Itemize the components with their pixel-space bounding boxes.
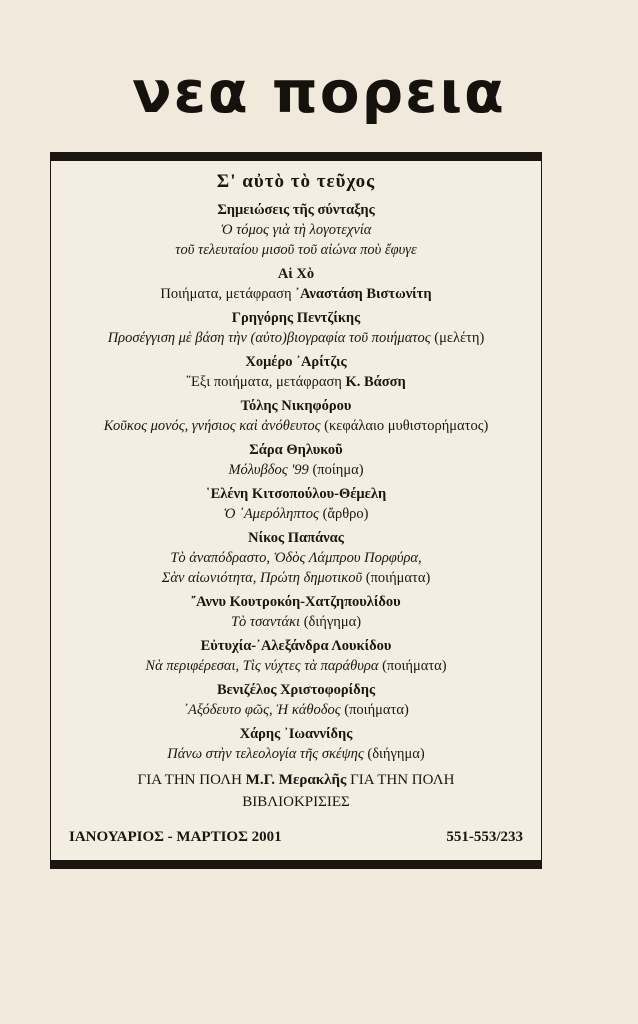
text-segment: ᾿Αναστάση Βιστωνίτη bbox=[295, 286, 432, 302]
text-segment: (διήγημα) bbox=[300, 614, 362, 630]
entry-work-line bbox=[51, 328, 541, 348]
entry-work-line bbox=[51, 504, 541, 524]
entry-author: Σάρα Θηλυκοῦ bbox=[249, 442, 343, 458]
text-segment: Μ.Γ. Μερακλῆς bbox=[245, 772, 347, 788]
entry-author: ῾Ελένη Κιτσοπούλου-Θέμελη bbox=[205, 486, 387, 502]
text-segment: Κοῦκος μονός, γνήσιος καὶ ἀνόθευτος bbox=[103, 418, 321, 434]
entry-author: Αἱ Χὸ bbox=[277, 266, 315, 282]
entry-work-line bbox=[51, 568, 541, 588]
text-segment: ΓΙΑ ΤΗΝ ΠΟΛΗ bbox=[346, 772, 455, 788]
contents-entry bbox=[51, 725, 541, 764]
section-line bbox=[51, 769, 541, 791]
text-segment: Κ. Βάσση bbox=[345, 374, 406, 390]
entry-author: Γρηγόρης Πεντζίκης bbox=[231, 310, 361, 326]
entry-author: Εὐτυχία-᾿Αλεξάνδρα Λουκίδου bbox=[200, 638, 392, 654]
entry-author: Χομέρο ᾿Αρίτζις bbox=[245, 354, 347, 370]
text-segment: Προσέγγιση μὲ βάση τὴν (αὐτο)βιογραφία τοῦ ποιήματος bbox=[107, 330, 431, 346]
contents-entry bbox=[51, 309, 541, 348]
text-segment: τοῦ τελευταίου μισοῦ τοῦ αἰώνα ποὺ ἔφυγε bbox=[175, 242, 417, 258]
text-segment: Νὰ περιφέρεσαι, Τὶς νύχτες τὰ παράθυρα bbox=[145, 658, 379, 674]
text-segment: Ποιήματα, μετάφραση bbox=[160, 286, 296, 302]
text-segment: Ὁ ᾿Αμερόληπτος bbox=[223, 506, 319, 522]
text-segment: Τὸ ἀναπόδραστο, Ὁδὸς Λάμπρου Πορφύρα, bbox=[170, 550, 422, 566]
contents-entry bbox=[51, 637, 541, 676]
entry-work-line bbox=[51, 744, 541, 764]
text-segment: ῞Εξι ποιήματα, μετάφραση bbox=[186, 374, 346, 390]
text-segment: Ὁ τόμος γιὰ τὴ λογοτεχνία bbox=[220, 222, 372, 238]
reviews-line: ΒΙΒΛΙΟΚΡΙΣΙΕΣ bbox=[242, 794, 350, 810]
entry-work-line bbox=[51, 700, 541, 720]
entry-author: Χάρης ᾿Ιωαννίδης bbox=[239, 726, 353, 742]
entry-work-line bbox=[51, 416, 541, 436]
text-segment: (ποίημα) bbox=[308, 462, 364, 478]
issue-footer bbox=[69, 829, 523, 846]
entry-author: Νίκος Παπάνας bbox=[248, 530, 344, 546]
text-segment: Πάνω στὴν τελεολογία τῆς σκέψης bbox=[167, 746, 364, 762]
text-segment: (ἄρθρο) bbox=[318, 506, 369, 522]
contents-entry bbox=[51, 265, 541, 304]
contents-entry bbox=[51, 441, 541, 480]
entry-author: Βενιζέλος Χριστοφορίδης bbox=[216, 682, 376, 698]
contents-entry bbox=[51, 353, 541, 392]
text-segment: (κεφάλαιο μυθιστορήματος) bbox=[320, 418, 489, 434]
contents-entry bbox=[51, 485, 541, 524]
text-segment: (διήγημα) bbox=[363, 746, 425, 762]
entry-work-line bbox=[51, 372, 541, 392]
contents-box bbox=[50, 152, 542, 869]
issue-date: ΙΑΝΟΥΑΡΙΟΣ - ΜΑΡΤΙΟΣ 2001 bbox=[69, 829, 282, 845]
entry-work-line bbox=[51, 284, 541, 304]
issue-number: 551-553/233 bbox=[446, 829, 523, 845]
contents-entry bbox=[51, 201, 541, 260]
entry-work-line bbox=[51, 612, 541, 632]
text-segment: ᾿Αξόδευτο φῶς, Ἡ κάθοδος bbox=[183, 702, 341, 718]
entry-author: ῎Αννυ Κουτροκόη-Χατζηπουλίδου bbox=[191, 594, 401, 610]
entry-work-line bbox=[51, 548, 541, 568]
text-segment: Μόλυβδος '99 bbox=[228, 462, 309, 478]
text-segment: (ποιήματα) bbox=[362, 570, 431, 586]
contents-entry bbox=[51, 593, 541, 632]
contents-entries bbox=[51, 201, 541, 764]
entry-work-line bbox=[51, 220, 541, 240]
text-segment: Τὸ τσαντάκι bbox=[230, 614, 301, 630]
text-segment: (ποιήματα) bbox=[378, 658, 447, 674]
contents-entry bbox=[51, 681, 541, 720]
contents-heading: Σ' αὐτὸ τὸ τεῦχος bbox=[216, 171, 376, 192]
table-of-contents bbox=[51, 171, 541, 813]
entry-author: Τόλης Νικηφόρου bbox=[240, 398, 352, 414]
entry-author: Σημειώσεις τῆς σύνταξης bbox=[217, 202, 375, 218]
entry-work-line bbox=[51, 460, 541, 480]
text-segment: ΓΙΑ ΤΗΝ ΠΟΛΗ bbox=[137, 772, 246, 788]
text-segment: (μελέτη) bbox=[430, 330, 485, 346]
magazine-title: νεα πορεια bbox=[132, 58, 506, 126]
contents-entry bbox=[51, 397, 541, 436]
text-segment: Σὰν αἰωνιότητα, Πρώτη δημοτικοῦ bbox=[161, 570, 363, 586]
text-segment: (ποιήματα) bbox=[340, 702, 409, 718]
contents-entry bbox=[51, 529, 541, 588]
entry-work-line bbox=[51, 656, 541, 676]
entry-work-line bbox=[51, 240, 541, 260]
